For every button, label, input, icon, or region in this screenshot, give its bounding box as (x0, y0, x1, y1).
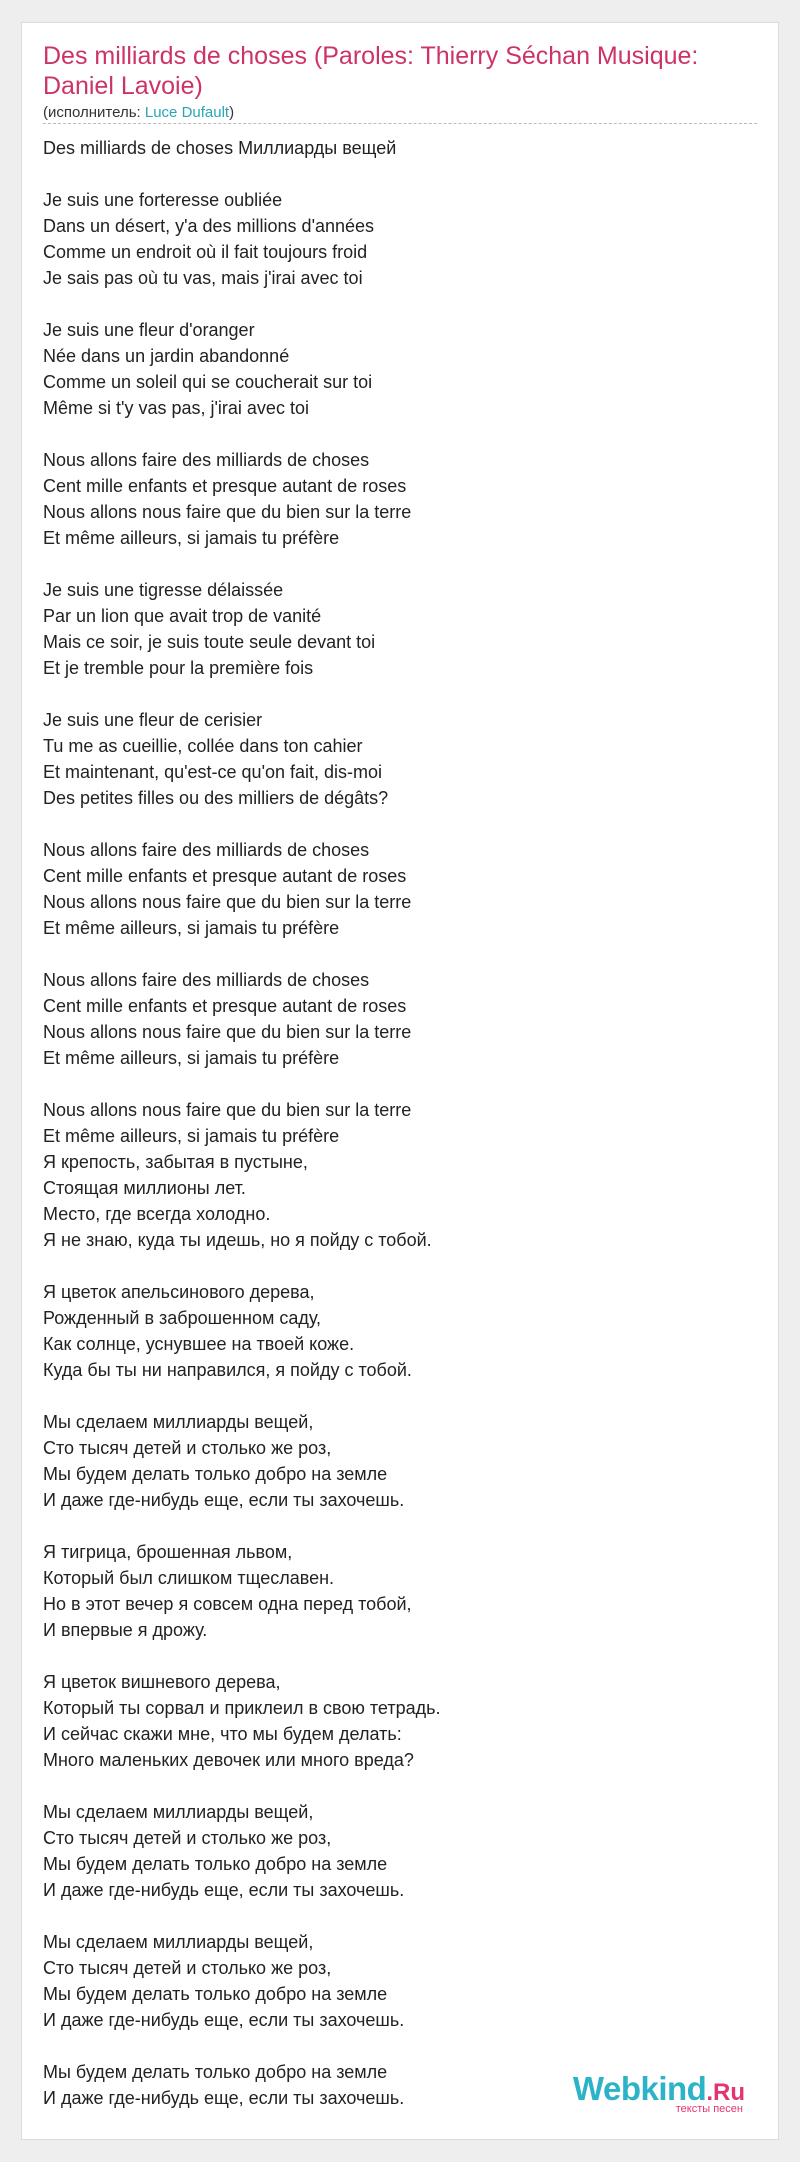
lyrics-line: Сто тысяч детей и столько же роз, (43, 1958, 332, 1978)
lyrics-line: Куда бы ты ни направился, я пойду с тобой. (43, 1360, 412, 1380)
lyrics-line: Cent mille enfants et presque autant de roses (43, 866, 407, 886)
lyrics-stanza (43, 1539, 763, 1643)
lyrics-line: Je suis une fleur de cerisier (43, 710, 263, 730)
lyrics-stanza (43, 707, 763, 811)
lyrics-line: И даже где-нибудь еще, если ты захочешь. (43, 2088, 405, 2108)
lyrics-line: Je suis une forteresse oubliée (43, 190, 283, 210)
lyrics-line: И даже где-нибудь еще, если ты захочешь. (43, 1880, 405, 1900)
brand-tagline: тексты песен (675, 2103, 743, 2115)
lyrics-line: Мы сделаем миллиарды вещей, (43, 1412, 314, 1432)
lyrics-line: Я цветок апельсинового дерева, (43, 1282, 315, 1302)
lyrics-line: Мы будем делать только добро на земле (43, 1984, 388, 2004)
lyrics-line: Я не знаю, куда ты идешь, но я пойду с тобой. (43, 1230, 432, 1250)
lyrics-line: Мы будем делать только добро на земле (43, 1854, 388, 1874)
lyrics-line: Nous allons faire des milliards de choses (43, 840, 370, 860)
performer-prefix: (исполнитель: (43, 104, 145, 121)
lyrics-stanza (43, 447, 763, 551)
lyrics-line: Même si t'y vas pas, j'irai avec toi (43, 398, 309, 418)
lyrics-line: Я цветок вишневого дерева, (43, 1672, 281, 1692)
lyrics-stanza (43, 1669, 763, 1773)
lyrics-line: И сейчас скажи мне, что мы будем делать: (43, 1724, 402, 1744)
lyrics-stanza (43, 1929, 763, 2033)
song-title: Des milliards de choses (Paroles: Thierry Séchan Musique: Daniel Lavoie) (43, 42, 699, 100)
lyrics-line: Много маленьких девочек или много вреда? (43, 1750, 414, 1770)
lyrics-line: Nous allons nous faire que du bien sur la terre (43, 1100, 412, 1120)
lyrics-line: Tu me as cueillie, collée dans ton cahier (43, 736, 363, 756)
lyrics-line: Nous allons faire des milliards de choses (43, 450, 370, 470)
lyrics-line: Cent mille enfants et presque autant de roses (43, 996, 407, 1016)
lyrics-card (21, 22, 779, 2140)
lyrics-stanza (43, 1799, 763, 1903)
lyrics-stanza (43, 1097, 763, 1253)
lyrics-line: Et même ailleurs, si jamais tu préfère (43, 918, 340, 938)
lyrics-line: Dans un désert, y'a des millions d'années (43, 216, 375, 236)
lyrics-line: Je suis une tigresse délaissée (43, 580, 284, 600)
lyrics-line: Место, где всегда холодно. (43, 1204, 271, 1224)
lyrics-line: Но в этот вечер я совсем одна перед тобой, (43, 1594, 412, 1614)
lyrics-line: Et maintenant, qu'est-ce qu'on fait, dis-moi (43, 762, 383, 782)
lyrics-line: Mais ce soir, je suis toute seule devant toi (43, 632, 376, 652)
lyrics-line: Nous allons nous faire que du bien sur la terre (43, 1022, 412, 1042)
brand-name: Webkind (572, 2070, 707, 2107)
lyrics-line: И даже где-нибудь еще, если ты захочешь. (43, 2010, 405, 2030)
lyrics-line: Мы будем делать только добро на земле (43, 1464, 388, 1484)
lyrics-stanza (43, 577, 763, 681)
lyrics-line: Сто тысяч детей и столько же роз, (43, 1438, 332, 1458)
performer-link[interactable]: Luce Dufault (144, 104, 230, 121)
webkind-logo[interactable] (573, 2071, 745, 2115)
lyrics-line: Nous allons faire des milliards de choses (43, 970, 370, 990)
lyrics-line: Я крепость, забытая в пустыне, (43, 1152, 308, 1172)
brand-tld: .Ru (706, 2079, 745, 2106)
lyrics-line: Des petites filles ou des milliers de dégâts? (43, 788, 389, 808)
lyrics-line: Des milliards de choses Миллиарды вещей (43, 138, 397, 158)
lyrics-stanza (43, 317, 763, 421)
lyrics-stanza (43, 1409, 763, 1513)
lyrics-line: Я тигрица, брошенная львом, (43, 1542, 293, 1562)
lyrics-line: Стоящая миллионы лет. (43, 1178, 246, 1198)
lyrics-line: Рожденный в заброшенном саду, (43, 1308, 322, 1328)
lyrics-stanza (43, 837, 763, 941)
lyrics-line: Par un lion que avait trop de vanité (43, 606, 322, 626)
lyrics-line: Nous allons nous faire que du bien sur la terre (43, 892, 412, 912)
lyrics-line: И впервые я дрожу. (43, 1620, 208, 1640)
lyrics-stanza (43, 135, 763, 161)
lyrics-line: Мы сделаем миллиарды вещей, (43, 1802, 314, 1822)
lyrics-line: Et même ailleurs, si jamais tu préfère (43, 1126, 340, 1146)
lyrics-stanza (43, 187, 763, 291)
lyrics-line: Который ты сорвал и приклеил в свою тетрадь. (43, 1698, 441, 1718)
lyrics-line: Сто тысяч детей и столько же роз, (43, 1828, 332, 1848)
lyrics-line: Как солнце, уснувшее на твоей коже. (43, 1334, 355, 1354)
lyrics-line: Cent mille enfants et presque autant de roses (43, 476, 407, 496)
lyrics-line: Мы будем делать только добро на земле (43, 2062, 388, 2082)
lyrics-line: Мы сделаем миллиарды вещей, (43, 1932, 314, 1952)
lyrics-line: Nous allons nous faire que du bien sur la terre (43, 502, 412, 522)
performer-suffix: ) (229, 104, 235, 121)
lyrics-line: Comme un endroit où il fait toujours froid (43, 242, 368, 262)
title-divider (43, 123, 757, 124)
lyrics-line: Et même ailleurs, si jamais tu préfère (43, 528, 340, 548)
lyrics-line: Comme un soleil qui se coucherait sur toi (43, 372, 373, 392)
lyrics-line: И даже где-нибудь еще, если ты захочешь. (43, 1490, 405, 1510)
lyrics-line: Который был слишком тщеславен. (43, 1568, 335, 1588)
lyrics-stanza (43, 967, 763, 1071)
lyrics-text (43, 135, 763, 2111)
performer-line (43, 103, 234, 123)
lyrics-line: Et je tremble pour la première fois (43, 658, 314, 678)
lyrics-line: Née dans un jardin abandonné (43, 346, 290, 366)
lyrics-line: Je sais pas où tu vas, mais j'irai avec toi (43, 268, 363, 288)
lyrics-stanza (43, 1279, 763, 1383)
lyrics-line: Et même ailleurs, si jamais tu préfère (43, 1048, 340, 1068)
lyrics-line: Je suis une fleur d'oranger (43, 320, 255, 340)
